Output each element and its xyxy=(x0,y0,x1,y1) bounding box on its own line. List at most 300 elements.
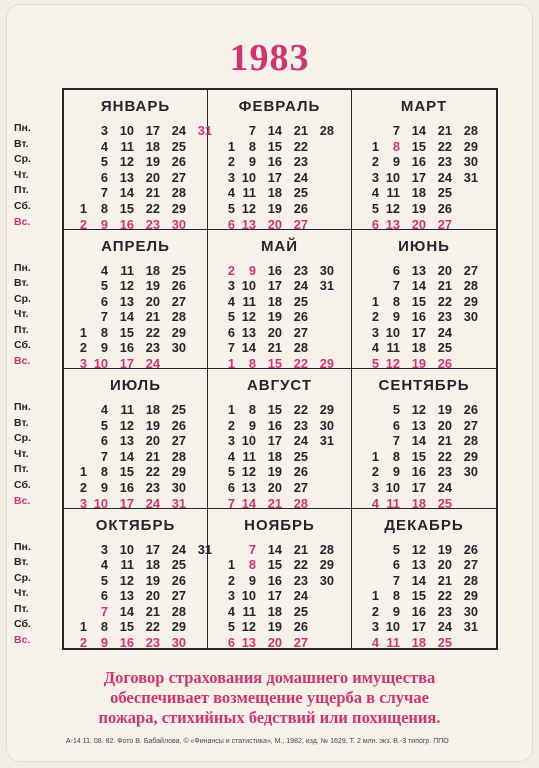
week-row xyxy=(352,542,496,558)
day-cell: 13 xyxy=(119,293,134,309)
day-cell: 17 xyxy=(267,433,282,449)
day-cell: 11 xyxy=(120,402,134,417)
week-row xyxy=(208,170,351,186)
week-row xyxy=(64,294,207,310)
day-cell: 6 xyxy=(227,635,235,651)
day-cell: 17 xyxy=(267,278,282,294)
week-row xyxy=(64,154,207,170)
week-row xyxy=(208,402,351,418)
day-cell: 10 xyxy=(241,433,256,449)
week-row xyxy=(208,263,351,279)
day-cell: 5 xyxy=(100,417,108,433)
week-row xyxy=(208,325,351,341)
week-row xyxy=(64,541,212,558)
day-cell: 12 xyxy=(241,309,256,325)
week-row xyxy=(64,201,207,217)
month-name: АВГУСТ xyxy=(246,377,313,394)
month-days xyxy=(352,263,496,372)
day-cell: 15 xyxy=(119,200,134,216)
week-row xyxy=(64,325,207,341)
week-row xyxy=(208,588,351,604)
week-row xyxy=(64,480,207,496)
weekday-label: Сб. xyxy=(14,478,31,491)
day-cell: 9 xyxy=(100,216,108,232)
day-cell: 21 xyxy=(145,185,160,201)
week-row xyxy=(352,557,496,573)
day-cell: 7 xyxy=(392,433,400,449)
day-cell: 26 xyxy=(171,154,186,170)
day-cell: 25 xyxy=(437,635,452,651)
day-cell: 10 xyxy=(119,123,134,138)
day-cell: 22 xyxy=(145,324,160,340)
day-cell: 23 xyxy=(145,216,160,232)
week-row xyxy=(208,449,351,465)
month-4 xyxy=(64,230,208,370)
day-cell: 24 xyxy=(437,619,452,635)
day-cell: 30 xyxy=(171,479,186,495)
day-cell: 17 xyxy=(145,541,160,557)
day-cell: 10 xyxy=(241,588,256,604)
day-cell: 20 xyxy=(437,557,452,573)
day-cell: 4 xyxy=(371,340,379,356)
day-cell: 15 xyxy=(411,588,426,604)
week-row xyxy=(352,402,496,418)
day-cell: 4 xyxy=(227,293,235,309)
day-cell: 17 xyxy=(119,495,134,511)
month-10 xyxy=(64,509,212,651)
day-cell: 27 xyxy=(463,557,478,573)
calendar-card xyxy=(6,4,533,762)
day-cell: 22 xyxy=(293,138,308,154)
day-cell: 7 xyxy=(392,572,400,588)
month-days xyxy=(64,123,212,232)
month-name: НОЯБРЬ xyxy=(244,516,315,534)
month-3 xyxy=(352,90,496,230)
day-cell: 14 xyxy=(119,448,134,464)
week-row xyxy=(352,309,496,325)
day-cell: 16 xyxy=(267,417,282,433)
day-cell: 2 xyxy=(79,479,87,495)
day-cell: 13 xyxy=(241,479,256,495)
day-cell: 19 xyxy=(145,417,160,433)
weekday-label: Пн. xyxy=(14,261,31,274)
day-cell: 14 xyxy=(241,495,256,511)
week-row xyxy=(64,139,207,155)
day-cell: 18 xyxy=(145,138,160,154)
month-days xyxy=(64,541,212,651)
weekday-label: Сб. xyxy=(14,339,31,352)
week-row xyxy=(208,573,351,589)
day-cell: 26 xyxy=(437,200,452,216)
day-cell: 18 xyxy=(411,635,426,651)
day-cell: 14 xyxy=(411,278,426,294)
day-cell: 26 xyxy=(293,619,308,635)
day-cell: 6 xyxy=(100,169,108,185)
day-cell: 12 xyxy=(411,541,426,557)
day-cell: 19 xyxy=(145,572,160,588)
day-cell: 26 xyxy=(171,278,186,294)
day-cell: 29 xyxy=(319,557,334,573)
day-cell: 30 xyxy=(171,216,186,232)
day-cell: 2 xyxy=(371,154,379,170)
day-cell: 21 xyxy=(293,541,308,557)
weekday-label: Пт. xyxy=(14,323,29,336)
day-cell: 20 xyxy=(145,433,160,449)
day-cell: 22 xyxy=(293,557,308,573)
day-cell: 11 xyxy=(120,262,134,278)
day-cell: 3 xyxy=(227,588,235,604)
day-cell: 6 xyxy=(227,216,235,232)
week-row xyxy=(208,418,351,434)
day-cell: 16 xyxy=(411,464,426,480)
month-name: ЯНВАРЬ xyxy=(100,98,171,115)
day-cell: 8 xyxy=(392,293,400,309)
day-cell: 3 xyxy=(79,356,87,372)
day-cell: 1 xyxy=(79,464,87,480)
week-row xyxy=(64,170,207,186)
months-grid xyxy=(62,88,498,650)
day-cell: 22 xyxy=(293,356,308,372)
week-row xyxy=(352,201,496,217)
day-cell: 21 xyxy=(267,340,282,356)
day-cell: 15 xyxy=(119,619,134,635)
month-5 xyxy=(208,230,352,370)
day-cell: 8 xyxy=(248,356,256,372)
week-row xyxy=(64,263,207,279)
day-cell: 19 xyxy=(437,541,452,557)
day-cell: 28 xyxy=(463,123,478,138)
day-cell: 10 xyxy=(93,356,108,372)
week-row xyxy=(64,588,207,604)
day-cell: 26 xyxy=(293,464,308,480)
day-cell: 19 xyxy=(267,200,282,216)
month-days xyxy=(352,123,496,232)
week-row xyxy=(352,139,496,155)
day-cell: 29 xyxy=(319,356,334,372)
week-row xyxy=(64,573,207,589)
day-cell: 20 xyxy=(145,169,160,185)
day-cell: 4 xyxy=(100,402,108,417)
day-cell: 9 xyxy=(100,479,108,495)
slogan-line-1: Договор страхования домашнего имущества xyxy=(103,668,436,687)
day-cell: 5 xyxy=(392,541,400,557)
day-cell: 16 xyxy=(267,154,282,170)
day-cell: 4 xyxy=(371,185,379,201)
week-row xyxy=(208,557,351,573)
week-row xyxy=(352,340,496,356)
weekday-label: Вт. xyxy=(14,137,29,150)
day-cell: 14 xyxy=(411,123,426,138)
day-cell: 26 xyxy=(463,541,478,557)
weekday-labels xyxy=(14,121,31,230)
day-cell: 23 xyxy=(145,479,160,495)
day-cell: 5 xyxy=(227,200,235,216)
day-cell: 16 xyxy=(411,603,426,619)
month-name: МАЙ xyxy=(260,237,299,255)
day-cell: 11 xyxy=(242,603,256,619)
weekday-label: Пн. xyxy=(14,540,31,553)
day-cell: 13 xyxy=(119,169,134,185)
week-row xyxy=(208,480,351,496)
day-cell: 17 xyxy=(119,356,134,372)
week-row xyxy=(64,402,207,418)
day-cell: 15 xyxy=(411,293,426,309)
day-cell: 14 xyxy=(411,572,426,588)
week-row xyxy=(352,294,496,310)
day-cell: 12 xyxy=(385,356,400,372)
month-name: ОКТЯБРЬ xyxy=(95,516,176,534)
day-cell: 30 xyxy=(171,635,186,651)
week-row xyxy=(208,433,351,449)
week-row xyxy=(352,325,496,341)
day-cell: 17 xyxy=(145,123,160,138)
day-cell: 29 xyxy=(171,464,186,480)
day-cell: 4 xyxy=(227,448,235,464)
day-cell: 2 xyxy=(227,262,235,278)
day-cell: 15 xyxy=(267,138,282,154)
week-row xyxy=(208,139,351,155)
week-row xyxy=(352,449,496,465)
day-cell: 9 xyxy=(100,340,108,356)
day-cell: 27 xyxy=(293,216,308,232)
week-row xyxy=(352,604,496,620)
day-cell: 30 xyxy=(463,309,478,325)
week-row xyxy=(208,619,351,635)
day-cell: 12 xyxy=(241,619,256,635)
weekday-label: Пн. xyxy=(14,401,31,413)
day-cell: 8 xyxy=(392,138,400,154)
day-cell: 20 xyxy=(437,417,452,433)
day-cell: 16 xyxy=(267,572,282,588)
day-cell: 6 xyxy=(100,588,108,604)
day-cell: 1 xyxy=(371,293,379,309)
day-cell: 4 xyxy=(371,635,379,651)
weekday-label: Вс. xyxy=(14,494,31,507)
month-days xyxy=(208,123,351,232)
week-row xyxy=(352,619,496,635)
week-row xyxy=(208,635,351,651)
day-cell: 31 xyxy=(463,619,478,635)
day-cell: 9 xyxy=(392,309,400,325)
day-cell: 20 xyxy=(145,588,160,604)
day-cell: 10 xyxy=(385,169,400,185)
week-row xyxy=(208,340,351,356)
day-cell: 29 xyxy=(463,448,478,464)
day-cell: 2 xyxy=(371,309,379,325)
day-cell: 30 xyxy=(319,417,334,433)
day-cell: 10 xyxy=(385,324,400,340)
day-cell: 21 xyxy=(293,123,308,138)
week-row xyxy=(208,542,351,558)
slogan-line-2: обеспечивает возмещение ущерба в случае xyxy=(110,688,429,707)
week-row xyxy=(352,480,496,496)
day-cell: 31 xyxy=(197,123,212,138)
day-cell: 19 xyxy=(411,200,426,216)
week-row xyxy=(64,619,207,635)
day-cell: 24 xyxy=(171,123,186,138)
week-row xyxy=(64,309,207,325)
day-cell: 18 xyxy=(411,495,426,511)
day-cell: 27 xyxy=(171,293,186,309)
weekday-label: Пт. xyxy=(14,184,29,197)
day-cell: 1 xyxy=(227,402,235,417)
day-cell: 14 xyxy=(119,309,134,325)
day-cell: 2 xyxy=(79,216,87,232)
day-cell: 13 xyxy=(411,417,426,433)
month-days xyxy=(352,542,496,651)
day-cell: 28 xyxy=(463,572,478,588)
day-cell: 29 xyxy=(171,619,186,635)
day-cell: 24 xyxy=(437,479,452,495)
day-cell: 31 xyxy=(197,541,212,557)
day-cell: 23 xyxy=(293,417,308,433)
day-cell: 10 xyxy=(241,169,256,185)
day-cell: 5 xyxy=(371,356,379,372)
weekday-label: Чт. xyxy=(14,168,29,181)
day-cell: 26 xyxy=(463,402,478,417)
month-days xyxy=(208,542,351,651)
day-cell: 9 xyxy=(248,154,256,170)
week-row xyxy=(352,278,496,294)
day-cell: 1 xyxy=(227,356,235,372)
month-9 xyxy=(352,369,496,509)
day-cell: 1 xyxy=(227,557,235,573)
day-cell: 5 xyxy=(392,402,400,417)
day-cell: 4 xyxy=(227,185,235,201)
day-cell: 31 xyxy=(319,433,334,449)
month-name: ФЕВРАЛЬ xyxy=(238,98,321,115)
day-cell: 6 xyxy=(100,293,108,309)
day-cell: 6 xyxy=(227,479,235,495)
week-row xyxy=(64,604,207,620)
day-cell: 6 xyxy=(371,216,379,232)
month-name: АПРЕЛЬ xyxy=(101,237,170,255)
day-cell: 18 xyxy=(267,448,282,464)
day-cell: 15 xyxy=(411,138,426,154)
day-cell: 23 xyxy=(145,635,160,651)
day-cell: 27 xyxy=(171,169,186,185)
day-cell: 30 xyxy=(319,572,334,588)
day-cell: 27 xyxy=(171,433,186,449)
day-cell: 11 xyxy=(242,448,256,464)
day-cell: 2 xyxy=(227,572,235,588)
day-cell: 1 xyxy=(227,138,235,154)
day-cell: 3 xyxy=(100,541,108,557)
weekday-label: Вт. xyxy=(14,556,29,569)
day-cell: 21 xyxy=(145,448,160,464)
day-cell: 30 xyxy=(463,464,478,480)
day-cell: 11 xyxy=(386,185,400,201)
day-cell: 16 xyxy=(119,635,134,651)
day-cell: 26 xyxy=(171,417,186,433)
week-row xyxy=(208,604,351,620)
day-cell: 28 xyxy=(171,603,186,619)
day-cell: 12 xyxy=(411,402,426,417)
day-cell: 3 xyxy=(100,123,108,138)
month-2 xyxy=(208,90,352,230)
day-cell: 31 xyxy=(463,169,478,185)
day-cell: 25 xyxy=(171,402,186,417)
day-cell: 25 xyxy=(293,603,308,619)
slogan-line-3: пожара, стихийных бедствий или похищения. xyxy=(98,708,441,727)
day-cell: 29 xyxy=(171,324,186,340)
day-cell: 22 xyxy=(145,619,160,635)
day-cell: 20 xyxy=(267,479,282,495)
day-cell: 8 xyxy=(392,588,400,604)
day-cell: 7 xyxy=(248,541,256,557)
day-cell: 4 xyxy=(371,495,379,511)
day-cell: 23 xyxy=(437,309,452,325)
day-cell: 5 xyxy=(100,154,108,170)
week-row xyxy=(352,418,496,434)
day-cell: 14 xyxy=(411,433,426,449)
day-cell: 16 xyxy=(119,340,134,356)
day-cell: 21 xyxy=(437,572,452,588)
day-cell: 11 xyxy=(242,185,256,201)
day-cell: 9 xyxy=(248,417,256,433)
day-cell: 2 xyxy=(371,603,379,619)
day-cell: 9 xyxy=(100,635,108,651)
day-cell: 3 xyxy=(371,169,379,185)
day-cell: 1 xyxy=(79,619,87,635)
day-cell: 17 xyxy=(411,479,426,495)
day-cell: 27 xyxy=(171,588,186,604)
day-cell: 18 xyxy=(145,557,160,573)
day-cell: 30 xyxy=(319,262,334,278)
day-cell: 27 xyxy=(293,635,308,651)
day-cell: 5 xyxy=(227,464,235,480)
day-cell: 27 xyxy=(463,262,478,278)
day-cell: 16 xyxy=(267,262,282,278)
day-cell: 24 xyxy=(145,495,160,511)
day-cell: 9 xyxy=(392,603,400,619)
day-cell: 5 xyxy=(227,309,235,325)
month-days xyxy=(208,263,351,372)
day-cell: 4 xyxy=(100,138,108,154)
week-row xyxy=(208,201,351,217)
day-cell: 8 xyxy=(248,402,256,417)
day-cell: 29 xyxy=(463,293,478,309)
day-cell: 16 xyxy=(119,479,134,495)
day-cell: 24 xyxy=(171,541,186,557)
day-cell: 3 xyxy=(227,169,235,185)
day-cell: 16 xyxy=(411,309,426,325)
day-cell: 3 xyxy=(79,495,87,511)
weekday-label: Сб. xyxy=(14,199,31,212)
day-cell: 21 xyxy=(267,495,282,511)
weekday-label: Чт. xyxy=(14,447,29,460)
day-cell: 25 xyxy=(171,557,186,573)
day-cell: 8 xyxy=(100,619,108,635)
day-cell: 18 xyxy=(145,402,160,417)
day-cell: 30 xyxy=(463,154,478,170)
day-cell: 20 xyxy=(267,324,282,340)
day-cell: 25 xyxy=(437,495,452,511)
day-cell: 22 xyxy=(293,402,308,417)
day-cell: 28 xyxy=(293,340,308,356)
day-cell: 2 xyxy=(371,464,379,480)
day-cell: 21 xyxy=(145,603,160,619)
day-cell: 22 xyxy=(145,200,160,216)
day-cell: 17 xyxy=(267,588,282,604)
week-row xyxy=(64,464,207,480)
day-cell: 18 xyxy=(411,340,426,356)
day-cell: 21 xyxy=(145,309,160,325)
day-cell: 6 xyxy=(392,417,400,433)
day-cell: 18 xyxy=(411,185,426,201)
day-cell: 11 xyxy=(242,293,256,309)
day-cell: 12 xyxy=(119,278,134,294)
